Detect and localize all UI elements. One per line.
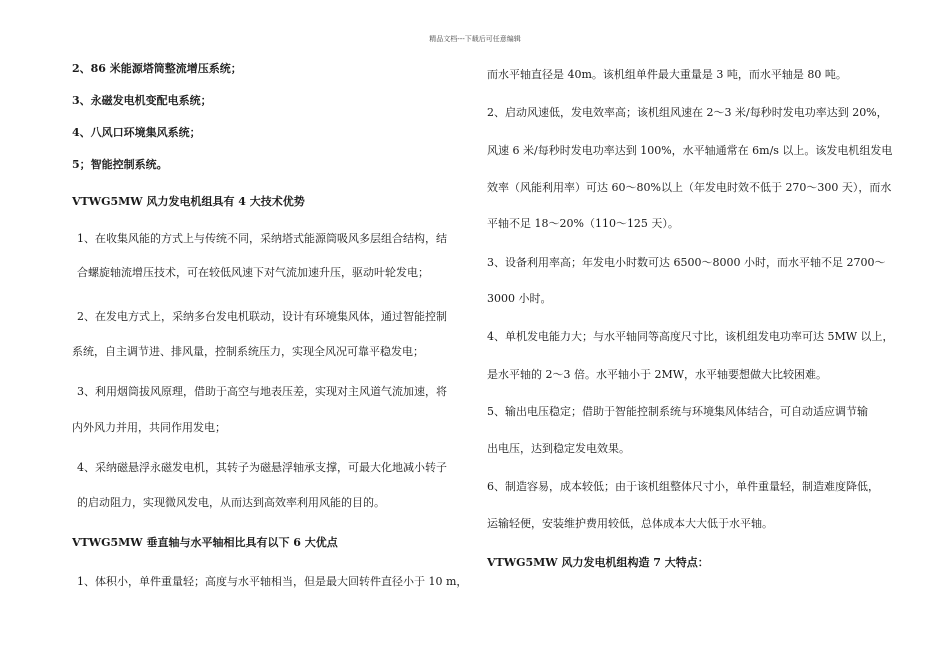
text-line: 平轴不足 18～20%（110～125 天）。 bbox=[487, 217, 679, 230]
text-line: 5；智能控制系统。 bbox=[72, 158, 168, 171]
text-line: 3、利用烟筒拔风原理，借助于高空与地表压差，实现对主风道气流加速，将 bbox=[77, 385, 447, 398]
text-line: 4、单机发电能力大；与水平轴同等高度尺寸比，该机组发电功率可达 5MW 以上， bbox=[487, 330, 894, 343]
text-line: 而水平轴直径是 40m。该机组单件最大重量是 3 吨，而水平轴是 80 吨。 bbox=[487, 68, 847, 81]
text-line: 3、永磁发电机变配电系统； bbox=[72, 94, 212, 107]
text-line: 2、启动风速低，发电效率高；该机组风速在 2～3 米/每秒时发电功率达到 20%， bbox=[487, 106, 888, 119]
text-line: 出电压，达到稳定发电效果。 bbox=[487, 442, 630, 455]
text-line: 运输轻便，安装维护费用较低，总体成本大大低于水平轴。 bbox=[487, 517, 773, 530]
section-heading: VTWG5MW 风力发电机组具有 4 大技术优势 bbox=[72, 195, 305, 208]
text-line: 2、86 米能源塔筒整流增压系统； bbox=[72, 62, 242, 75]
text-line: 内外风力并用，共同作用发电； bbox=[72, 421, 226, 434]
page-header: 精品文档---下载后可任意编辑 bbox=[429, 35, 521, 43]
text-line: 是水平轴的 2～3 倍。水平轴小于 2MW，水平轴要想做大比较困难。 bbox=[487, 368, 828, 381]
text-line: 4、采纳磁悬浮永磁发电机，其转子为磁悬浮轴承支撑，可最大化地减小转子 bbox=[77, 461, 447, 474]
text-line: 6、制造容易，成本较低；由于该机组整体尺寸小，单件重量轻，制造难度降低， bbox=[487, 480, 879, 493]
text-line: 1、在收集风能的方式上与传统不同，采纳塔式能源筒吸风多层组合结构，结 bbox=[77, 232, 447, 245]
text-line: 2、在发电方式上，采纳多台发电机联动，设计有环境集风体，通过智能控制 bbox=[77, 310, 447, 323]
text-line: 效率（风能利用率）可达 60～80%以上（年发电时效不低于 270～300 天），而水 bbox=[487, 181, 892, 194]
text-line: 3、设备利用率高；年发电小时数可达 6500～8000 小时，而水平轴不足 2700～ bbox=[487, 256, 886, 269]
section-heading: VTWG5MW 垂直轴与水平轴相比具有以下 6 大优点 bbox=[72, 536, 338, 549]
text-line: 1、体积小，单件重量轻；高度与水平轴相当，但是最大回转件直径小于 10 m， bbox=[77, 575, 468, 588]
text-line: 合螺旋轴流增压技术，可在较低风速下对气流加速升压，驱动叶轮发电； bbox=[77, 266, 429, 279]
text-line: 4、八风口环境集风系统； bbox=[72, 126, 201, 139]
text-line: 3000 小时。 bbox=[487, 292, 552, 305]
text-line: 的启动阻力，实现微风发电，从而达到高效率利用风能的目的。 bbox=[77, 496, 385, 509]
text-line: 风速 6 米/每秒时发电功率达到 100%，水平轴通常在 6m/s 以上。该发电机组发电 bbox=[487, 144, 893, 157]
text-line: 5、输出电压稳定；借助于智能控制系统与环境集风体结合，可自动适应调节输 bbox=[487, 405, 868, 418]
text-line: 系统，自主调节进、排风量，控制系统压力，实现全风况可靠平稳发电； bbox=[72, 345, 424, 358]
section-heading: VTWG5MW 风力发电机组构造 7 大特点： bbox=[487, 556, 709, 569]
